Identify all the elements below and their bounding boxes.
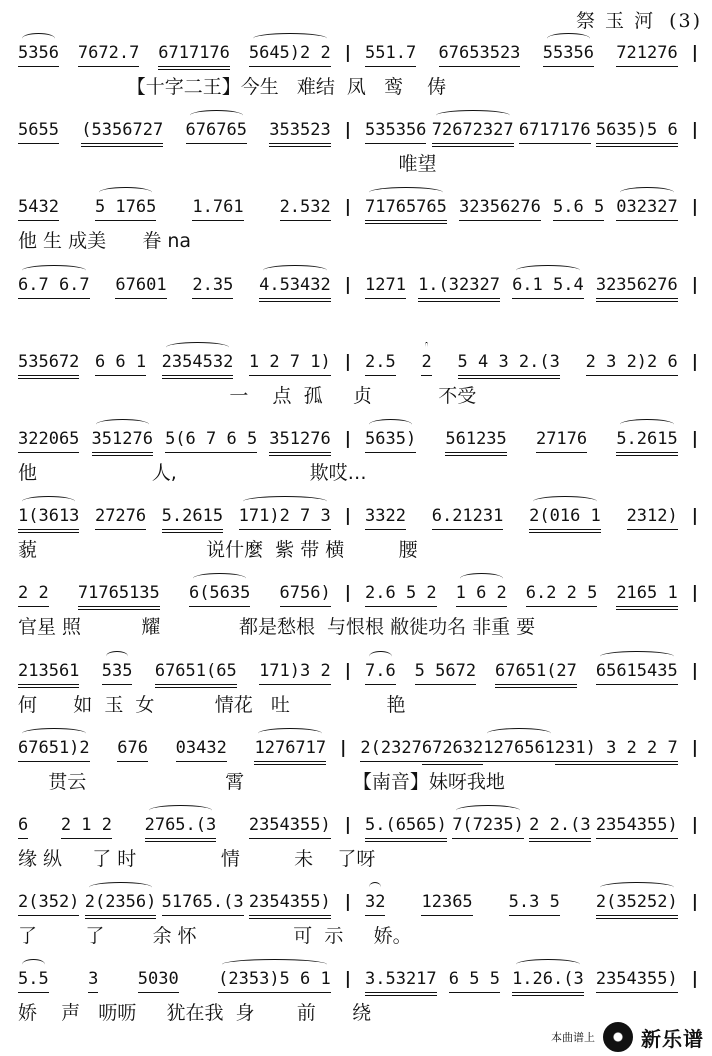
tie-arc (22, 728, 86, 739)
measure (355, 505, 688, 527)
lyrics-row: 【十字二王】今生 难结 凤 鸾 俦 (18, 76, 447, 98)
tie-arc (460, 573, 503, 584)
note-group: 2354355) (595, 969, 678, 990)
barline: | (342, 429, 353, 449)
note-group: 6.7 6.7 (18, 274, 90, 296)
note-group: 5 4 3 2.(3 (457, 351, 560, 372)
barline: | (689, 969, 700, 990)
notation-row (18, 42, 702, 64)
tie-arc (258, 728, 322, 739)
note-group: 2(016 1 (529, 505, 601, 527)
barline: | (689, 429, 700, 449)
tie-arc (22, 496, 75, 507)
notation-row (18, 582, 702, 604)
barline: | (689, 660, 700, 681)
tie-arc (99, 187, 152, 198)
note-group: 231) 3 2 2 7 (554, 737, 678, 758)
tie-arc (190, 110, 243, 121)
barline: | (342, 120, 353, 141)
measure (18, 968, 341, 990)
tie-arc (369, 187, 443, 198)
score-line (0, 582, 712, 652)
note-group: 2.35 (192, 274, 234, 295)
note-group: 5.6 5 (553, 197, 605, 218)
notation-row (18, 119, 702, 141)
measure (18, 737, 336, 759)
note-group: 1.761 (192, 197, 244, 218)
note-group: 5645)2 2 (249, 42, 331, 64)
barline: | (342, 351, 353, 372)
footer (551, 1022, 704, 1052)
lyrics-row: 他 人, 欺哎… (18, 462, 367, 484)
note-group: 6(5635 (189, 582, 250, 604)
note-group: 2165 1 (616, 583, 678, 604)
note-group: 672632 (421, 737, 484, 758)
score-line (0, 196, 712, 266)
tie-arc (620, 419, 673, 430)
score-line (0, 660, 712, 730)
measure (355, 274, 688, 296)
disc-logo-icon (603, 1022, 633, 1052)
note-group: 2(2327 (360, 737, 422, 758)
score-title (562, 6, 702, 33)
measure (18, 582, 341, 604)
note-group: 5 1765 (95, 196, 156, 218)
note-group: 6.1 5.4 (512, 274, 584, 296)
lyrics-row: 一 点 孤 贞 不受 (18, 384, 477, 407)
measure (355, 891, 688, 913)
score-line (0, 814, 712, 884)
measure (355, 428, 688, 450)
note-group: 561235 (445, 429, 507, 449)
note-group: 32356276 (459, 197, 541, 218)
tie-arc (425, 342, 427, 353)
note-group: 5.2615 (616, 428, 677, 450)
note-group: 51765.(3 (161, 892, 244, 913)
note-group: 67601 (115, 274, 167, 295)
lyrics-row: 了 了 余 怀 可 示 娇。 (18, 925, 412, 948)
measure (355, 582, 688, 604)
measure (18, 42, 341, 64)
measure (18, 196, 341, 218)
tie-arc (243, 496, 327, 507)
note-group: 676 (117, 737, 149, 758)
barline: | (689, 506, 700, 527)
measure (350, 737, 687, 759)
notation-row (18, 737, 702, 759)
note-group: (5356727 (81, 120, 164, 141)
barline: | (338, 737, 349, 758)
tie-arc (547, 33, 590, 44)
note-group: 2 3 2)2 6 (585, 351, 678, 372)
note-group: 5635)5 6 (595, 120, 678, 141)
note-group: 535672 (18, 351, 80, 372)
note-group: 2 2 (18, 583, 49, 604)
measure (355, 814, 688, 836)
note-group: 7.6 (365, 660, 396, 682)
measure (355, 351, 688, 373)
lyrics-row: 官星 照 耀 都是愁根 与恨根 敝徙功名 非重 要 (18, 616, 536, 639)
tie-arc (22, 265, 86, 276)
tie-arc (253, 33, 327, 44)
note-group: 1(3613 (18, 505, 79, 527)
barline: | (342, 892, 353, 913)
tie-arc (149, 805, 213, 816)
measure (18, 119, 341, 141)
note-group: 6 6 1 (94, 351, 147, 372)
note-group: 1 2 7 1) (248, 351, 331, 372)
tie-arc (369, 419, 412, 430)
barline: | (342, 43, 353, 63)
barline: | (689, 120, 700, 141)
note-group: 2 (421, 351, 431, 373)
tie-arc (516, 265, 580, 276)
note-group: 27176 (535, 429, 588, 449)
barline: | (689, 815, 700, 835)
footer-note: 本曲谱上 (551, 1031, 595, 1044)
barline: | (342, 815, 353, 835)
barline: | (342, 969, 353, 990)
measure (355, 196, 688, 218)
measure (18, 428, 341, 450)
tie-arc (456, 805, 520, 816)
lyrics-row: 唯望 (18, 153, 437, 176)
note-group: 676765 (186, 119, 247, 141)
tie-arc (620, 187, 673, 198)
measure (18, 505, 341, 527)
note-group: 3322 (365, 506, 406, 527)
note-group: 5 5672 (414, 660, 477, 681)
note-group: 5(6 7 6 5 (165, 429, 258, 449)
score-title-name: 祭 玉 河 (575, 10, 656, 32)
note-group: 5635) (365, 428, 416, 450)
score-line (0, 119, 712, 189)
note-group: 6.21231 (431, 506, 504, 527)
note-group: 032327 (616, 196, 677, 218)
tie-arc (166, 342, 230, 353)
note-group: (2353)5 6 1 (218, 968, 331, 990)
tie-arc (96, 419, 149, 430)
tie-arc (22, 959, 45, 970)
note-group: 535356 (365, 120, 427, 141)
note-group: 5.(6565) (365, 815, 447, 835)
measure (18, 814, 341, 836)
note-group: 2354532 (162, 351, 234, 373)
note-group: 4.53432 (259, 274, 331, 296)
barline: | (689, 43, 700, 63)
note-group: 32356276 (595, 274, 678, 295)
note-group: 2765.(3 (145, 814, 217, 836)
notation-row (18, 274, 702, 296)
note-group: 6 5 5 (448, 969, 500, 990)
notation-row (18, 428, 702, 450)
note-group: 12365 (421, 892, 473, 913)
note-group: 1276561 (483, 737, 555, 759)
score-line (0, 42, 712, 112)
note-group: 2(35252) (596, 891, 678, 913)
barline: | (342, 583, 353, 604)
note-group: 71765135 (77, 583, 160, 604)
note-group: 5432 (18, 197, 59, 218)
score-line (0, 505, 712, 575)
note-group: 03432 (175, 737, 227, 758)
score-line (0, 351, 712, 421)
lyrics-row: 贯云 霄 【南音】妹呀我地 (18, 770, 505, 793)
barline: | (689, 274, 700, 295)
note-group: 351276 (92, 428, 153, 450)
note-group: 322065 (18, 429, 80, 449)
tie-arc (193, 573, 246, 584)
barline: | (342, 274, 353, 295)
note-group: 1271 (365, 274, 406, 295)
note-group: 5.3 5 (508, 892, 560, 913)
note-group: 2354355) (248, 892, 331, 913)
tie-arc (263, 265, 327, 276)
measure (18, 660, 341, 682)
barline: | (342, 660, 353, 681)
note-group: 6717176 (518, 120, 591, 141)
note-group: 1.(32327 (418, 274, 500, 295)
note-group: 67651(65 (154, 660, 237, 681)
note-group: 32 (365, 891, 385, 913)
measure (355, 42, 688, 64)
note-group: 2354355) (248, 815, 331, 835)
tie-arc (369, 882, 381, 893)
notation-row (18, 660, 702, 682)
tie-arc (222, 959, 327, 970)
note-group: 351276 (269, 429, 331, 449)
tie-arc (600, 882, 674, 893)
measure (18, 351, 341, 373)
barline: | (342, 506, 353, 527)
note-group: 67653523 (438, 43, 521, 63)
score-line (0, 428, 712, 498)
note-group: 7672.7 (77, 43, 140, 63)
note-group: 5356 (18, 42, 59, 64)
note-group: 6.2 2 5 (525, 583, 598, 604)
note-group: 2.6 5 2 (365, 583, 437, 604)
note-group: 2(2356) (85, 891, 157, 913)
tie-arc (533, 496, 597, 507)
note-group: 721276 (616, 43, 678, 63)
barline: | (342, 197, 353, 218)
note-group: 67651)2 (18, 737, 90, 759)
measure (18, 891, 341, 913)
lyrics-row: 娇 声 呖呖 犹在我 身 前 绕 (18, 1002, 372, 1025)
note-group: 535 (102, 660, 133, 682)
tie-arc (89, 882, 153, 893)
note-group: 213561 (18, 660, 80, 681)
barline: | (689, 351, 700, 372)
note-group: 5.2615 (161, 506, 224, 527)
note-group: 7(7235) (452, 814, 524, 836)
note-group: 2(352) (18, 892, 80, 913)
tie-arc (436, 110, 510, 121)
measure (355, 660, 688, 682)
score-line (0, 274, 712, 344)
note-group: 2312) (626, 506, 678, 527)
note-group: 3.53217 (365, 969, 437, 990)
notation-row (18, 891, 702, 913)
lyrics-row: 何 如 玉 女 情花 吐 艳 (18, 693, 406, 716)
note-group: 5655 (18, 120, 59, 141)
tie-arc (516, 959, 580, 970)
lyrics-row: 缘 纵 了 时 情 未 了呀 (18, 848, 376, 870)
note-group: 6717176 (158, 43, 230, 63)
note-group: 171)3 2 (259, 660, 331, 681)
tie-arc (106, 651, 129, 662)
note-group: 1.26.(3 (512, 968, 584, 990)
score-line (0, 891, 712, 961)
note-group: 27276 (94, 506, 147, 527)
measure (355, 968, 688, 990)
note-group: 5.5 (18, 968, 49, 990)
note-group: 3 (88, 969, 99, 990)
note-group: 72672327 (432, 119, 514, 141)
score-title-part: (3) (669, 10, 702, 32)
note-group: 67651(27 (495, 660, 577, 681)
barline: | (689, 583, 700, 604)
note-group: 2354355) (595, 815, 678, 835)
lyrics-row: 他 生 成美 眷 na (18, 230, 192, 253)
barline: | (689, 892, 700, 913)
tie-arc (369, 651, 392, 662)
score-line (0, 737, 712, 807)
notation-row (18, 968, 702, 990)
note-group: 6756) (279, 583, 331, 604)
note-group: 65615435 (596, 660, 678, 682)
barline: | (689, 197, 700, 218)
note-group: 353523 (269, 120, 331, 141)
notation-row (18, 814, 702, 836)
lyrics-row: 藐 说什麼 紫 带 横 腰 (18, 539, 418, 562)
note-group: 55356 (543, 42, 594, 64)
tie-arc (22, 33, 55, 44)
note-group: 6 (18, 815, 29, 835)
note-group: 5030 (137, 969, 179, 990)
notation-row (18, 505, 702, 527)
notation-row (18, 196, 702, 218)
note-group: 2 1 2 (60, 815, 113, 835)
note-group: 551.7 (365, 43, 417, 63)
note-group: 2 2.(3 (529, 815, 591, 835)
measure (18, 274, 341, 296)
site-logo-text: 新乐谱 (641, 1026, 704, 1051)
note-group: 1276717 (254, 737, 326, 759)
note-group: 2.5 (365, 351, 396, 372)
note-group: 71765765 (365, 196, 447, 218)
note-group: 1 6 2 (456, 582, 507, 604)
notation-row (18, 351, 702, 373)
measure (355, 119, 688, 141)
note-group: 2.532 (279, 197, 331, 218)
barline: | (689, 737, 700, 758)
tie-arc (600, 651, 674, 662)
note-group: 171)2 7 3 (239, 505, 331, 527)
tie-arc (487, 728, 551, 739)
